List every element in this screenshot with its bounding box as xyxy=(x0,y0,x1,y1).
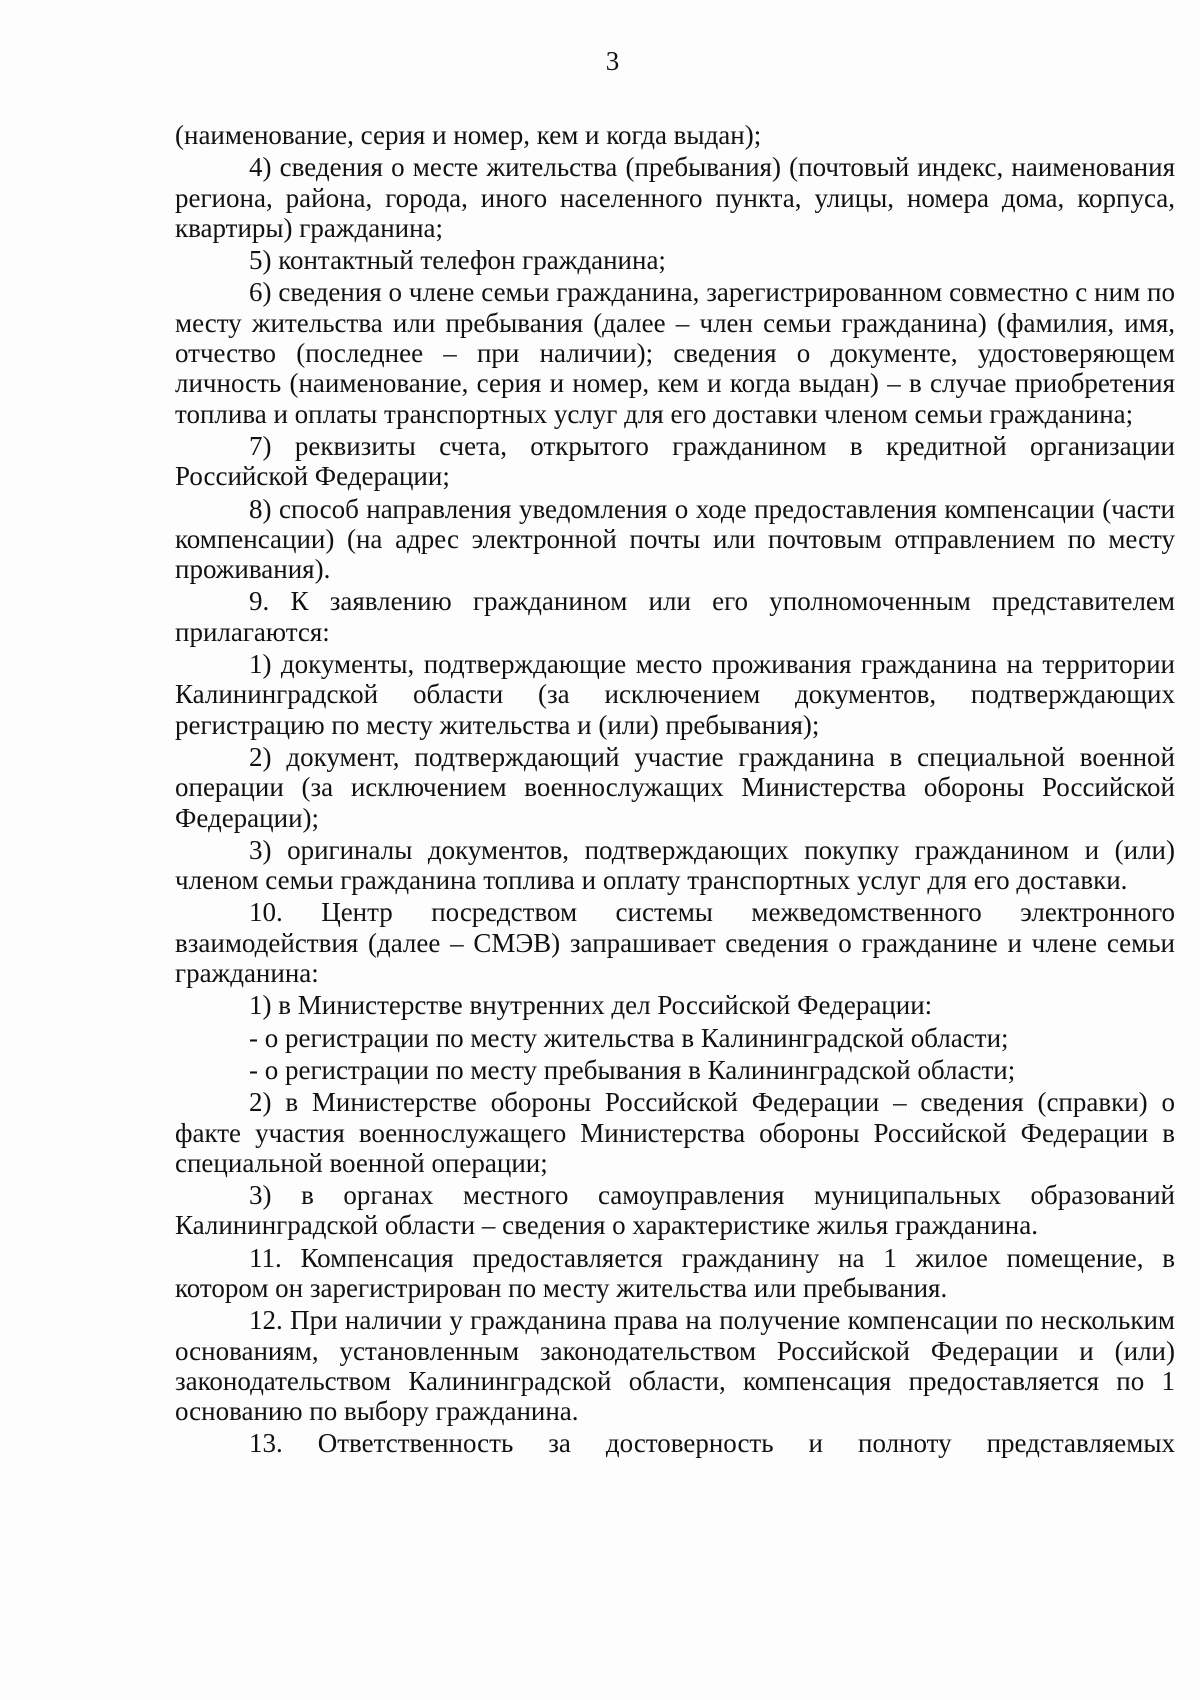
paragraph: 1) в Министерстве внутренних дел Российской Федерации: xyxy=(249,990,933,1021)
paragraph: 9. К заявлению гражданином или его уполномоченным представителем прилагаются: xyxy=(175,586,1175,647)
paragraph: 5) контактный телефон гражданина; xyxy=(249,245,666,276)
paragraph: 2) в Министерстве обороны Российской Федерации – сведения (справки) о факте участия военнослужащего Министерства обороны Российской Федерации в специальной военной операции; xyxy=(175,1087,1175,1178)
document-body xyxy=(175,120,1175,1461)
paragraph: 10. Центр посредством системы межведомственного электронного взаимодействия (далее – СМЭВ) запрашивает сведения о гражданине и члене семьи гражданина: xyxy=(175,897,1175,989)
paragraph: 7) реквизиты счета, открытого гражданином в кредитной организации Российской Федерации; xyxy=(175,430,1175,492)
page-number: 3 xyxy=(605,46,620,76)
paragraph: 11. Компенсация предоставляется гражданину на 1 жилое помещение, в котором он зарегистрирован по месту жительства или пребывания. xyxy=(175,1242,1175,1303)
paragraph: 8) способ направления уведомления о ходе предоставления компенсации (части компенсации) (на адрес электронной почты или почтовым отправлением по месту проживания). xyxy=(175,493,1175,585)
paragraph: 6) сведения о члене семьи гражданина, зарегистрированном совместно с ним по месту жительства или пребывания (далее – член семьи гражданина) (фамилия, имя, отчество (последнее – при наличии); сведения о документе, удостоверяющем личность (наименование, серия и номер, кем и когда выдан) – в случае приобретения топлива и оплаты транспортных услуг для его доставки членом семьи гражданина; xyxy=(175,277,1175,429)
paragraph: 3) в органах местного самоуправления муниципальных образований Калининградской области – сведения о характеристике жилья гражданина. xyxy=(175,1180,1175,1241)
paragraph: 12. При наличии у гражданина права на получение компенсации по нескольким основаниям, установленным законодательством Российской Федерации и (или) законодательством Калининградской области, компенсация предоставляется по 1 основанию по выбору гражданина. xyxy=(175,1305,1175,1427)
paragraph: - о регистрации по месту жительства в Калининградской области; xyxy=(249,1022,1009,1053)
paragraph: 1) документы, подтверждающие место проживания гражданина на территории Калининградской области (за исключением документов, подтверждающих регистрацию по месту жительства и (или) пребывания); xyxy=(175,649,1175,740)
paragraph: 4) сведения о месте жительства (пребывания) (почтовый индекс, наименования региона, района, города, иного населенного пункта, улицы, номера дома, корпуса, квартиры) гражданина; xyxy=(175,152,1175,243)
paragraph: (наименование, серия и номер, кем и когда выдан); xyxy=(175,120,762,150)
paragraph: 13. Ответственность за достоверность и полноту представляемых xyxy=(249,1428,1175,1459)
paragraph: 2) документ, подтверждающий участие гражданина в специальной военной операции (за исключением военнослужащих Министерства обороны Российской Федерации); xyxy=(175,741,1175,833)
paragraph: - о регистрации по месту пребывания в Калининградской области; xyxy=(249,1054,1016,1085)
paragraph: 3) оригиналы документов, подтверждающих покупку гражданином и (или) членом семьи гражданина топлива и оплату транспортных услуг для его доставки. xyxy=(175,834,1175,896)
